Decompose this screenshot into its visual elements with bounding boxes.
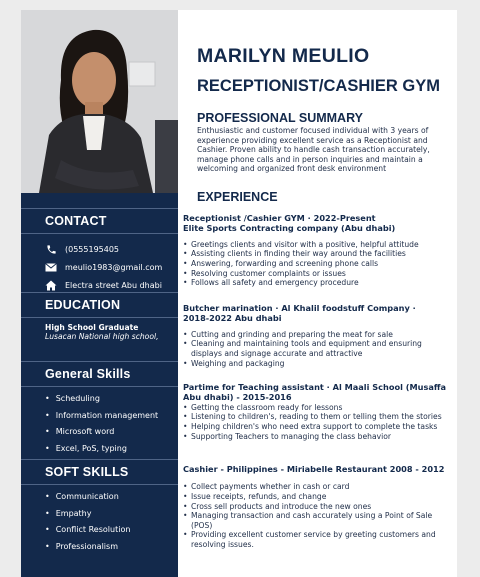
job-title: 2018-2022 Abu dhabi bbox=[183, 313, 282, 324]
candidate-title: RECEPTIONIST/CASHIER GYM bbox=[197, 77, 440, 95]
job-title: Butcher marination · Al Khalil foodstuff Company · bbox=[183, 303, 416, 313]
job-title: Elite Sports Contracting company (Abu dhabi) bbox=[183, 223, 396, 234]
job-entry bbox=[183, 303, 455, 368]
list-item: • Answering, forwarding and screening phone calls bbox=[183, 259, 455, 269]
list-item: • Follows all safety and emergency procedure bbox=[183, 278, 455, 288]
general-skills-list bbox=[21, 387, 178, 457]
summary-line: experience providing excellent service as a Receptionist and bbox=[197, 135, 428, 145]
list-item: • Scheduling bbox=[45, 391, 178, 408]
list-item: • Conflict Resolution bbox=[45, 522, 178, 539]
education-degree: High School Graduate bbox=[45, 323, 139, 332]
contact-section bbox=[21, 208, 178, 294]
job-entry bbox=[183, 464, 455, 550]
contact-email bbox=[21, 258, 178, 276]
resume-page bbox=[21, 10, 457, 577]
experience-heading: EXPERIENCE bbox=[197, 190, 278, 204]
list-item: • Assisting clients in finding their way around the facilities bbox=[183, 249, 455, 259]
list-item: • Cross sell products and introduce the new ones bbox=[183, 502, 455, 512]
profile-photo bbox=[21, 10, 178, 193]
list-item: • Resolving customer complaints or issues bbox=[183, 269, 455, 279]
sidebar bbox=[21, 10, 178, 577]
job-entry bbox=[183, 213, 455, 288]
contact-phone bbox=[21, 240, 178, 258]
list-item: • Information management bbox=[45, 408, 178, 425]
phone-icon bbox=[45, 243, 57, 255]
job-bullets bbox=[183, 482, 455, 549]
candidate-name: MARILYN MEULIO bbox=[197, 45, 370, 67]
list-item: • Weighing and packaging bbox=[183, 359, 455, 369]
list-item: • Providing excellent customer service by greeting customers and resolving issues. bbox=[183, 530, 455, 549]
list-item: • Cutting and grinding and preparing the meat for sale bbox=[183, 330, 455, 340]
list-item: • Supporting Teachers to managing the class behavior bbox=[183, 432, 455, 442]
soft-skills-title: SOFT SKILLS bbox=[21, 459, 178, 485]
job-title: Receptionist /Cashier GYM · 2022-Present bbox=[183, 213, 376, 223]
summary-line: manage phone calls and in person inquiries and maintain a bbox=[197, 154, 423, 164]
home-icon bbox=[45, 279, 57, 291]
soft-skills-list bbox=[21, 485, 178, 555]
list-item: • Professionalism bbox=[45, 539, 178, 556]
education-school: Lusacan National high school, bbox=[45, 332, 159, 341]
job-title: Cashier - Philippines - Miriabelle Restaurant 2008 - 2012 bbox=[183, 464, 445, 474]
list-item: • Communication bbox=[45, 489, 178, 506]
job-bullets bbox=[183, 330, 455, 368]
contact-title: CONTACT bbox=[21, 208, 178, 234]
list-item: • Empathy bbox=[45, 506, 178, 523]
address-text: Electra street Abu dhabi bbox=[65, 280, 162, 290]
job-title: Abu dhabi) - 2015-2016 bbox=[183, 392, 292, 403]
main-content bbox=[178, 10, 457, 577]
list-item: • Collect payments whether in cash or card bbox=[183, 482, 455, 492]
general-skills-section bbox=[21, 361, 178, 457]
list-item: • Microsoft word bbox=[45, 424, 178, 441]
summary-line: welcoming and organized front desk environment bbox=[197, 164, 387, 173]
summary-heading: PROFESSIONAL SUMMARY bbox=[197, 111, 363, 125]
envelope-icon bbox=[45, 261, 57, 273]
list-item: • Greetings clients and visitor with a positive, helpful attitude bbox=[183, 240, 455, 250]
job-bullets bbox=[183, 403, 455, 441]
list-item: • Issue receipts, refunds, and change bbox=[183, 492, 455, 502]
education-title: EDUCATION bbox=[21, 292, 178, 318]
job-bullets bbox=[183, 240, 455, 288]
list-item: • Managing transaction and cash accurately using a Point of Sale (POS) bbox=[183, 511, 455, 530]
general-skills-title: General Skills bbox=[21, 361, 178, 387]
list-item: • Helping children's who need extra support to complete the tasks bbox=[183, 422, 455, 432]
phone-text: (0555195405 bbox=[65, 244, 120, 254]
summary-line: Enthusiastic and customer focused individual with 3 years of bbox=[197, 126, 429, 135]
list-item: • Cleaning and maintaining tools and equipment and ensuring displays and signage accurate and attractive bbox=[183, 339, 455, 358]
list-item: • Excel, PoS, typing bbox=[45, 441, 178, 458]
soft-skills-section bbox=[21, 459, 178, 555]
job-entry bbox=[183, 382, 455, 441]
summary-text bbox=[197, 126, 453, 174]
email-text: meulio1983@gmail.com bbox=[65, 262, 163, 272]
summary-line: Cashier. Proven ability to handle cash transaction accurately, bbox=[197, 145, 430, 154]
education-section bbox=[21, 292, 178, 341]
job-title: Partime for Teaching assistant · Al Maali School (Musaffa bbox=[183, 382, 447, 392]
list-item: • Getting the classroom ready for lessons bbox=[183, 403, 455, 413]
list-item: • Listening to children's, reading to them or telling them the stories bbox=[183, 412, 455, 422]
